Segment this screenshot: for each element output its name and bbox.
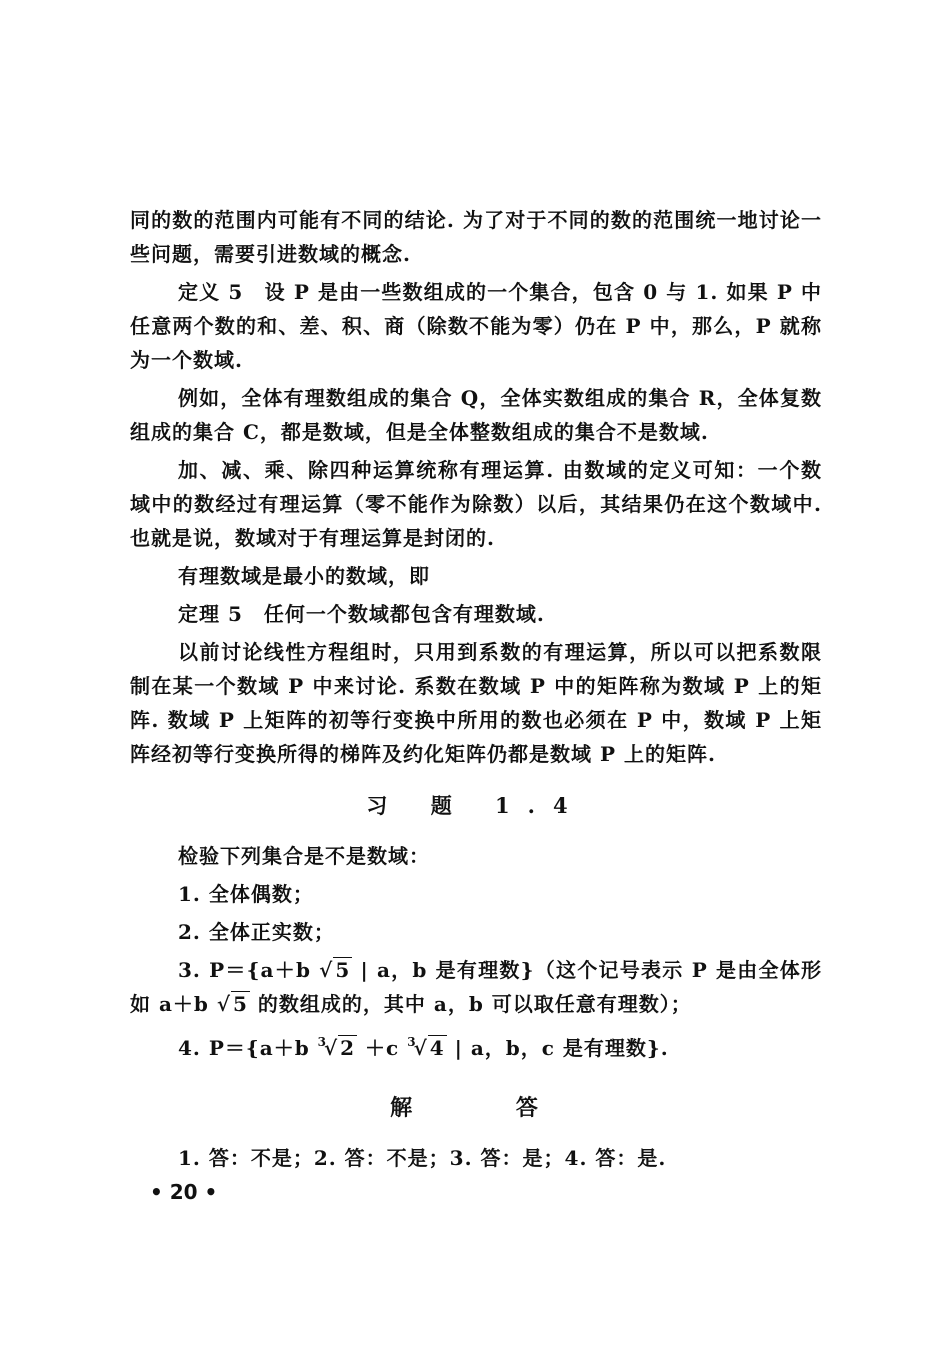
theorem-text: 任何一个数域都包含有理数域. [242, 602, 545, 626]
radicand: 4 [429, 1036, 445, 1060]
text-segment: 加、减、乘、除四种运算统称 [178, 458, 460, 482]
answers-text: 1. 答：不是；2. 答：不是；3. 答：是；4. 答：是. [178, 1146, 667, 1170]
text-segment: | a，b，c 是有理数}. [446, 1036, 669, 1060]
definition-5 [130, 275, 822, 377]
theorem-5 [130, 597, 822, 631]
sqrt-symbol: √ 5 [319, 958, 351, 982]
radicand: 2 [340, 1036, 356, 1060]
exercise-item-1: 1. 全体偶数； [178, 882, 314, 906]
root-index: 3 [407, 1035, 417, 1049]
radicand: 5 [335, 958, 351, 982]
exercise-item-3 [130, 953, 822, 1021]
exercises-intro: 检验下列集合是不是数域： [178, 844, 430, 868]
term-matrix-over-field: 数域 P 上的矩阵 [130, 674, 823, 732]
cube-root-symbol: $^3$√ 4 [407, 1035, 445, 1060]
page-content [130, 203, 822, 1175]
text-segment: 4. P＝{a＋b [178, 1036, 318, 1060]
paragraph-examples: 例如，全体有理数组成的集合 Q，全体实数组成的集合 R，全体复数组成的集合 C，都是数域，但是全体整数组成的集合不是数域. [130, 386, 822, 444]
definition-text: 设 P 是由一些数组成的一个集合，包含 0 与 1. 如果 P 中任意两个数的和、差、积、商（除数不能为零）仍在 P 中，那么，P 就称为一个数域. [130, 280, 822, 372]
exercise-item-2: 2. 全体正实数； [178, 920, 335, 944]
paragraph-continued: 同的数的范围内可能有不同的结论. 为了对于不同的数的范围统一地讨论一些问题，需要引进数域的概念. [130, 208, 822, 266]
root-index: 3 [317, 1035, 328, 1049]
theorem-label: 定理 5 [178, 602, 243, 626]
text-segment: . 由数域的定义可知：一个数域中的数经过有理运算（零不能作为除数）以后，其结果仍在这个数域中. 也就是说，数域对于有理运算是封闭的. [130, 458, 823, 550]
text-segment: 的数组成的，其中 a，b 可以取任意有理数）； [249, 992, 692, 1016]
definition-label: 定义 5 [178, 280, 244, 304]
exercises-title: 习 题 1.4 [366, 793, 586, 818]
term-rational-operation: 有理运算 [459, 458, 547, 482]
text-segment: 3. P＝{a＋b [178, 958, 320, 982]
cube-root-symbol: $^3$√ 2 [317, 1035, 356, 1060]
text-segment: | a，b 是有理数}（这个记号表示 P 是由全体形如 a＋b [130, 958, 822, 1016]
sqrt-symbol: √ 5 [216, 992, 248, 1016]
exercise-item-4 [130, 1025, 822, 1065]
answers-title: 解 答 [390, 1095, 586, 1121]
text-segment: . 数域 P 上矩阵的初等行变换中所用的数也必须在 P 中，数域 P 上矩阵经初等行变换所得的梯阵及约化矩阵仍都是数域 P 上的矩阵. [130, 708, 822, 766]
radicand: 5 [233, 992, 248, 1016]
paragraph-matrix-over-field [130, 635, 822, 771]
paragraph-smallest-field: 有理数域是最小的数域，即 [178, 564, 430, 588]
paragraph-rational-operations [130, 453, 822, 555]
text-segment: ＋c [357, 1036, 408, 1060]
text-segment: 以前讨论线性方程组时，只用到系数的有理运算，所以可以把系数限制在某一个数域 P 中来讨论. 系数在数域 P 中的矩阵称为 [130, 640, 822, 698]
page-number: • 20 • [150, 1180, 218, 1204]
